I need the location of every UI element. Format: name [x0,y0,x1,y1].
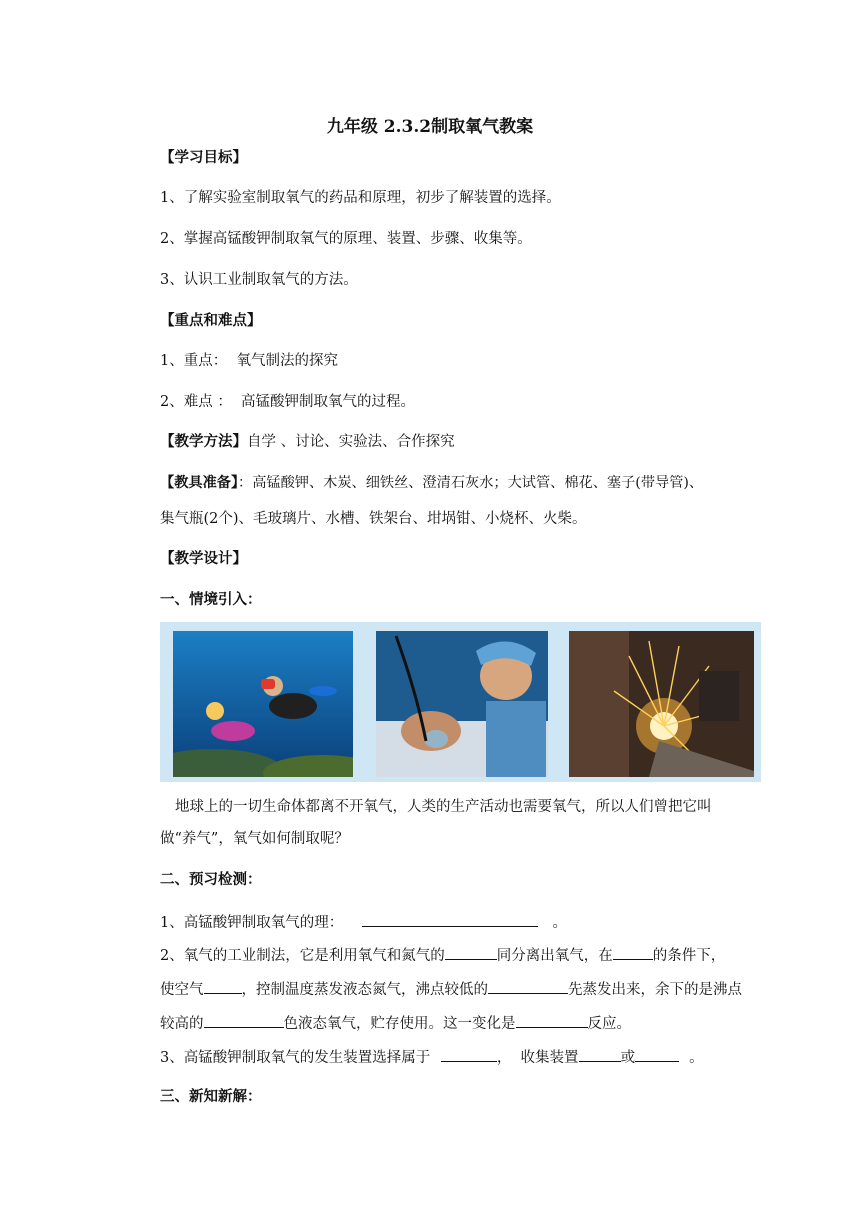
q2-text: 色液态氧气，贮存使用。这一变化是 [283,1016,516,1032]
preview-heading: 二、预习检测： [160,871,262,888]
method-text: 自学 、讨论、实验法、合作探究 [247,434,455,450]
tools-label: 【教具准备】 [160,475,239,491]
new-knowledge-heading: 三、新知新解： [160,1088,262,1105]
q2-text: 同分离出氧气，在 [496,948,613,964]
q3-text: 3、高锰酸钾制取氧气的发生装置选择属于 [160,1050,431,1066]
tools-line-2: 集气瓶(2个)、毛玻璃片、水槽、铁架台、坩埚钳、小烧杯、火柴。 [160,511,587,527]
tools-line-1 [160,473,703,493]
teaching-method [160,432,455,452]
q1-text: 1、高锰酸钾制取氧气的理： [160,915,344,931]
q2-blank-2[interactable] [613,944,653,960]
q2-blank-3[interactable] [204,978,242,994]
question-1 [160,911,567,933]
q3-blank-3[interactable] [635,1046,679,1062]
question-2-line-2 [160,978,742,1000]
goal-item: 3、认识工业制取氧气的方法。 [160,272,358,288]
q2-text: ，控制温度蒸发液态氮气，沸点较低的 [241,982,488,998]
design-heading: 【教学设计】 [160,550,247,567]
method-label: 【教学方法】 [160,433,247,450]
goals-heading: 【学习目标】 [160,149,247,166]
intro-heading: 一、情境引入： [160,591,262,608]
goal-item: 2、掌握高锰酸钾制取氧气的原理、装置、步骤、收集等。 [160,231,532,247]
difficult-point: 2、难点 ： 高锰酸钾制取氧气的过程。 [160,394,416,410]
key-point: 1、重点： 氧气制法的探究 [160,353,338,369]
question-3 [160,1046,704,1068]
question-2-line-3 [160,1012,631,1034]
q2-text: 使空气 [160,982,204,998]
image-strip [160,622,761,782]
goal-item: 1、了解实验室制取氧气的药品和原理，初步了解装置的选择。 [160,190,561,206]
q2-blank-5[interactable] [204,1012,284,1028]
q3-blank-1[interactable] [441,1046,497,1062]
medical-oxygen-mask-photo [376,631,548,777]
q2-blank-4[interactable] [488,978,568,994]
q1-blank[interactable] [362,911,538,927]
q2-text: 较高的 [160,1016,204,1032]
q2-blank-1[interactable] [445,944,497,960]
q3-text: ， 收集装置 [496,1050,579,1066]
q2-text: 的条件下， [652,948,726,964]
welding-sparks-photo [569,631,754,777]
intro-paragraph-line-1: 地球上的一切生命体都离不开氧气，人类的生产活动也需要氧气，所以人们曾把它叫 [175,799,712,815]
q2-text: 2、氧气的工业制法，它是利用氧气和氮气的 [160,948,445,964]
key-heading: 【重点和难点】 [160,312,262,329]
q2-text: 先蒸发出来，余下的是沸点 [568,982,742,998]
q1-end: 。 [552,915,567,931]
document-title: 九年级 2.3.2制取氧气教案 [326,117,534,137]
scuba-divers-photo [173,631,353,777]
q3-blank-2[interactable] [579,1046,621,1062]
q2-blank-6[interactable] [516,1012,588,1028]
q3-text: 。 [689,1050,704,1066]
question-2-line-1 [160,944,725,966]
q2-text: 反应。 [587,1016,631,1032]
q3-text: 或 [620,1050,636,1066]
intro-paragraph-line-2: 做“养气”，氧气如何制取呢？ [160,831,349,847]
tools-text: ：高锰酸钾、木炭、细铁丝、澄清石灰水；大试管、棉花、塞子(带导管)、 [238,475,704,491]
